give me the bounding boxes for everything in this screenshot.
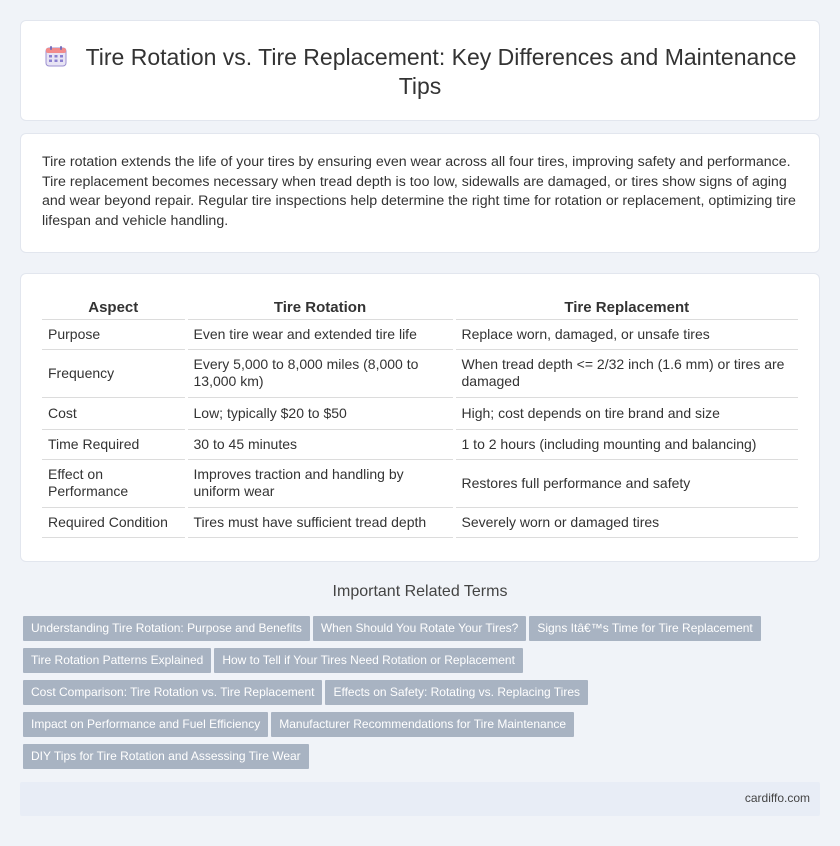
table-cell: 30 to 45 minutes xyxy=(186,429,454,459)
related-term-tag[interactable]: When Should You Rotate Your Tires? xyxy=(313,616,526,641)
table-row xyxy=(42,429,798,459)
table-cell: Tires must have sufficient tread depth xyxy=(186,507,454,537)
related-term-tag[interactable]: Understanding Tire Rotation: Purpose and Benefits xyxy=(23,616,310,641)
table-row xyxy=(42,397,798,429)
table-cell: Time Required xyxy=(42,429,186,459)
related-term-tag[interactable]: DIY Tips for Tire Rotation and Assessing Tire Wear xyxy=(23,744,309,769)
related-term-tag[interactable]: How to Tell if Your Tires Need Rotation or Replacement xyxy=(214,648,523,673)
table-cell: Frequency xyxy=(42,349,186,397)
table-row xyxy=(42,459,798,507)
tag-row xyxy=(23,712,803,744)
table-cell: Severely worn or damaged tires xyxy=(454,507,798,537)
related-term-tag[interactable]: Signs Itâ€™s Time for Tire Replacement xyxy=(529,616,760,641)
header-aspect: Aspect xyxy=(42,297,186,319)
tag-row xyxy=(23,648,803,680)
related-terms-title: Important Related Terms xyxy=(332,583,508,600)
table-cell: Purpose xyxy=(42,319,186,349)
related-term-tag[interactable]: Tire Rotation Patterns Explained xyxy=(23,648,211,673)
footer-site-link[interactable]: cardiffo.com xyxy=(744,791,810,805)
tag-row xyxy=(23,744,803,776)
comparison-table xyxy=(42,297,798,538)
table-cell: Every 5,000 to 8,000 miles (8,000 to 13,000 km) xyxy=(186,349,454,397)
table-cell: Even tire wear and extended tire life xyxy=(186,319,454,349)
table-cell: Required Condition xyxy=(42,507,186,537)
table-cell: High; cost depends on tire brand and size xyxy=(454,397,798,429)
table-cell: Low; typically $20 to $50 xyxy=(186,397,454,429)
table-cell: 1 to 2 hours (including mounting and balancing) xyxy=(454,429,798,459)
related-terms-list xyxy=(23,616,803,776)
table-cell: Improves traction and handling by uniform wear xyxy=(186,459,454,507)
table-cell: Effect on Performance xyxy=(42,459,186,507)
header-tire-replacement: Tire Replacement xyxy=(454,297,798,319)
header-card xyxy=(20,20,820,121)
table-cell: Restores full performance and safety xyxy=(454,459,798,507)
table-cell: When tread depth <= 2/32 inch (1.6 mm) or tires are damaged xyxy=(454,349,798,397)
title-wrap xyxy=(21,43,819,101)
related-term-tag[interactable]: Cost Comparison: Tire Rotation vs. Tire Replacement xyxy=(23,680,322,705)
table-row xyxy=(42,349,798,397)
table-cell: Replace worn, damaged, or unsafe tires xyxy=(454,319,798,349)
table-header-row xyxy=(42,297,798,319)
related-term-tag[interactable]: Manufacturer Recommendations for Tire Maintenance xyxy=(271,712,574,737)
intro-text: Tire rotation extends the life of your tires by ensuring even wear across all four tires, improving safety and performance. Tire replacement becomes necessary when tread depth is too low, sidewalls are damaged, or tires show signs of aging and wear beyond repair. Regular tire inspections help determine the right time for rotation or replacement, optimizing tire lifespan and vehicle handling. xyxy=(42,154,796,229)
calendar-icon xyxy=(44,44,68,68)
table-row xyxy=(42,319,798,349)
intro-card xyxy=(20,133,820,253)
table-row xyxy=(42,507,798,537)
page-title: Tire Rotation vs. Tire Replacement: Key Differences and Maintenance Tips xyxy=(85,44,797,99)
related-term-tag[interactable]: Effects on Safety: Rotating vs. Replacing Tires xyxy=(325,680,588,705)
header-tire-rotation: Tire Rotation xyxy=(186,297,454,319)
tag-row xyxy=(23,680,803,712)
table-cell: Cost xyxy=(42,397,186,429)
table-card xyxy=(20,273,820,562)
related-term-tag[interactable]: Impact on Performance and Fuel Efficiency xyxy=(23,712,268,737)
tag-row xyxy=(23,616,803,648)
footer xyxy=(20,782,820,816)
